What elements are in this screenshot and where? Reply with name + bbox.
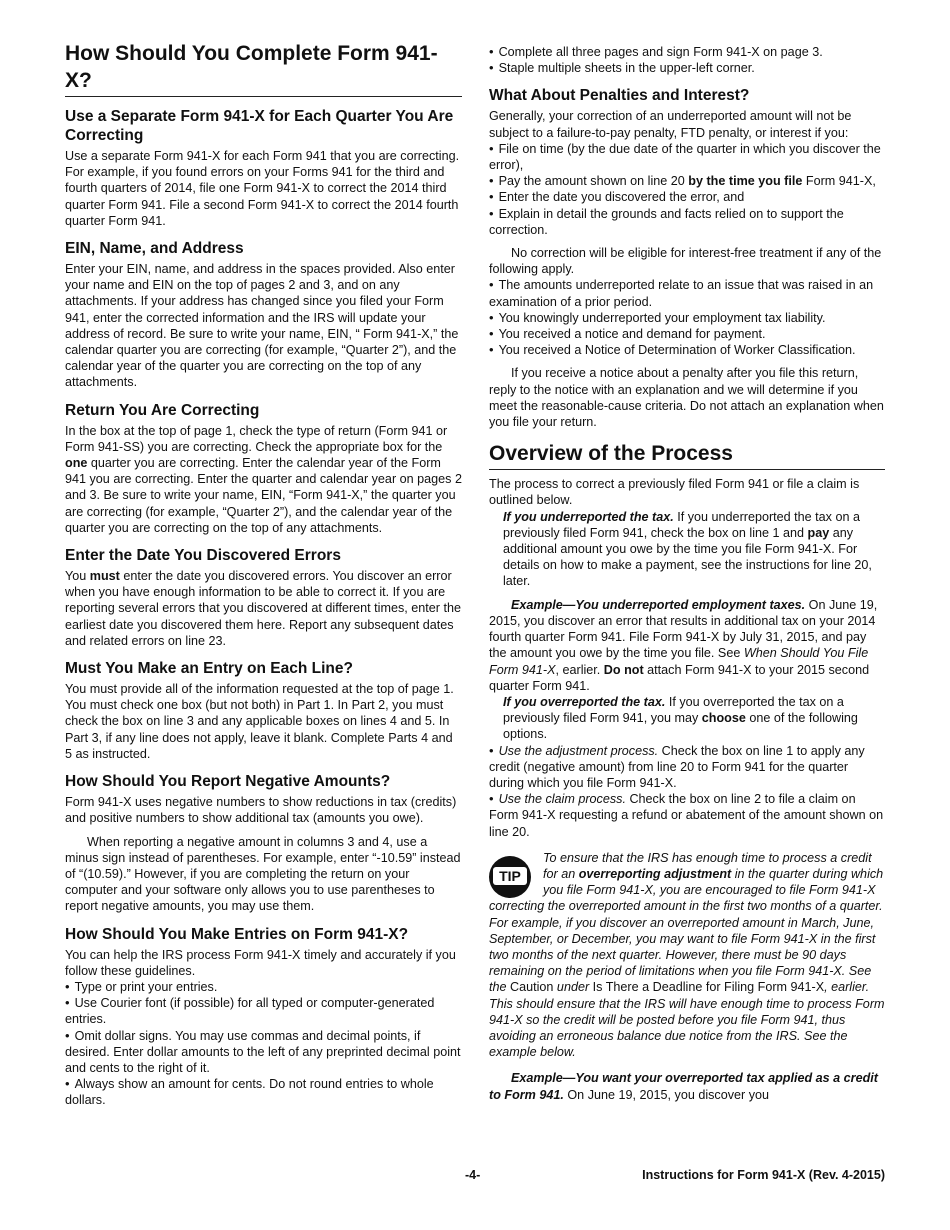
left-column	[65, 40, 462, 1109]
list-item: • You received a Notice of Determination of Worker Classification.	[489, 342, 885, 358]
list-item: • You knowingly underreported your employment tax liability.	[489, 310, 885, 326]
list-item: • Use the adjustment process. Check the box on line 1 to apply any credit (negative amount) from line 20 to Form 941 for the quarter during which you file Form 941-X.	[489, 743, 885, 792]
example-underreported: Example—You underreported employment taxes. On June 19, 2015, you discover an error that results in additional tax on your 2014 fourth quarter Form 941. File Form 941-X by July 31, 2015, and pay the amount you owe by the time you file. See When Should You File Form 941-X, earlier. Do not attach Form 941-X to your 2015 second quarter Form 941.	[489, 597, 878, 693]
list-item: • The amounts underreported relate to an issue that was raised in an examination of a prior period.	[489, 277, 885, 309]
list-item: • Complete all three pages and sign Form 941-X on page 3.	[489, 44, 885, 60]
page-number: -4-	[465, 1168, 481, 1182]
date-discovered-text: You must enter the date you discovered errors. You discover an error when you have enough information to be able to correct it. If you are reporting several errors that you discovered at different times, enter the earliest date you discovered them here. Report any subsequent dates and related errors on line 23.	[65, 569, 461, 648]
negative-amounts-text-2: When reporting a negative amount in columns 3 and 4, use a minus sign instead of parentheses. For example, enter “-10.59” instead of “(10.59).” However, if you are completing the return on your computer and your software only allows you to use parentheses to report negative amounts, you may use them.	[65, 834, 461, 914]
list-item: • Omit dollar signs. You may use commas and decimal points, if desired. Enter dollar amounts to the left of any preprinted decimal point and cents to the right of it.	[65, 1028, 462, 1077]
return-correcting-text: In the box at the top of page 1, check the type of return (Form 941 or Form 941-SS) you are correcting. Check the appropriate box for the one quarter you are correcting. Enter the calendar year of the Form 941 you are correcting. Enter the quarter and calendar year on pages 2 and 3. Be sure to write your name, EIN, “Form 941-X,” the quarter you are correcting (for example, “Quarter 2”), and the calendar year of the quarter you are correcting on the top of any attachments.	[65, 423, 462, 535]
list-item: • File on time (by the due date of the quarter in which you discover the error),	[489, 141, 885, 173]
list-item: • Use the claim process. Check the box on line 2 to file a claim on Form 941-X requesting a refund or abatement of the amount shown on line 20.	[489, 791, 885, 840]
penalties-intro: Generally, your correction of an underreported amount will not be subject to a failure-to-pay penalty, FTD penalty, or interest if you:	[489, 109, 852, 140]
heading-make-entries: How Should You Make Entries on Form 941-X?	[65, 925, 409, 943]
negative-amounts-text: Form 941-X uses negative numbers to show reductions in tax (credits) and positive numbers to show additional tax (amounts you owe).	[65, 795, 457, 826]
overview-intro: The process to correct a previously filed Form 941 or file a claim is outlined below.	[489, 477, 860, 508]
heading-entry-each-line: Must You Make an Entry on Each Line?	[65, 660, 353, 678]
overview-title: Overview of the Process	[489, 440, 885, 470]
heading-negative-amounts: How Should You Report Negative Amounts?	[65, 773, 391, 791]
list-item: • You received a notice and demand for payment.	[489, 326, 885, 342]
list-item: • Explain in detail the grounds and facts relied on to support the correction.	[489, 206, 885, 238]
heading-ein: EIN, Name, and Address	[65, 240, 244, 258]
penalties-no-correction: No correction will be eligible for interest-free treatment if any of the following apply.	[489, 246, 882, 277]
underreported-text: If you underreported the tax. If you underreported the tax on a previously filed Form 941, check the box on line 1 and pay any additional amount you owe by the time you file Form 941-X. For details on how to make a payment, see the instructions for line 20, later.	[503, 509, 872, 589]
ein-text: Enter your EIN, name, and address in the spaces provided. Also enter your name and EIN on the top of pages 2 and 3, and on any attachments. If your address has changed since you filed your Form 941, enter the corrected information and the IRS will update your address of record. Be sure to write your name, EIN, “ Form 941-X,” the calendar quarter you are correcting (for example, “Quarter 2”), and the calendar year of the quarter you are correcting on the top of any attachments.	[65, 262, 459, 390]
list-item: • Enter the date you discovered the error, and	[489, 189, 885, 205]
list-item: • Staple multiple sheets in the upper-left corner.	[489, 60, 885, 76]
footer-title: Instructions for Form 941-X (Rev. 4-2015)	[642, 1168, 885, 1182]
heading-date-discovered: Enter the Date You Discovered Errors	[65, 547, 341, 565]
list-item: • Always show an amount for cents. Do not round entries to whole dollars.	[65, 1076, 462, 1108]
example-overreported: Example—You want your overreported tax applied as a credit to Form 941. On June 19, 2015, you discover you	[489, 1071, 878, 1102]
heading-penalties: What About Penalties and Interest?	[489, 87, 750, 105]
entry-each-line-text: You must provide all of the information requested at the top of page 1. You must check one box (but not both) in Part 1. In Part 2, you must check the box on line 3 and any applicable boxes on lines 4 and 5. In Part 3, if any line does not apply, leave it blank. Complete Parts 4 and 5 as instructed.	[65, 682, 454, 761]
overreported-text: If you overreported the tax. If you overreported the tax on a previously filed Form 941, you may choose one of the following options.	[503, 694, 858, 742]
make-entries-text: You can help the IRS process Form 941-X timely and accurately if you follow these guidelines.	[65, 947, 456, 978]
heading-return-correcting: Return You Are Correcting	[65, 401, 260, 419]
list-item: • Type or print your entries.	[65, 979, 462, 995]
separate-form-text: Use a separate Form 941-X for each Form 941 that you are correcting. For example, if you found errors on your Forms 941 for the third and fourth quarters of 2014, file one Form 941-X to correct the 2014 third quarter Form 941. File a second Form 941-X to correct the 2014 fourth quarter Form 941.	[65, 149, 460, 228]
tip-icon: TIP	[489, 856, 531, 898]
tip-text: To ensure that the IRS has enough time to process a credit for an overreporting adjustment in the quarter during which you file Form 941-X, you are encouraged to file Form 941-X correcting the overreported amount in the first two months of a quarter. For example, if you discover an overreported amount in March, June, September, or December, you may want to file Form 941-X in the first two months of the next quarter. However, there must be 90 days remaining on the period of limitations when you file Form 941-X. See the Caution under Is There a Deadline for Filing Form 941-X, earlier. This should ensure that the IRS will have enough time to process Form 941-X so the credit will be posted before you file Form 941, thus avoiding an erroneous balance due notice from the IRS. See the example below.	[489, 850, 885, 1060]
tip-box	[489, 850, 885, 1061]
heading-separate-form: Use a Separate Form 941-X for Each Quarter You Are Correcting	[65, 108, 454, 144]
penalties-notice: If you receive a notice about a penalty after you file this return, reply to the notice with an explanation and we will determine if you meet the reasonable-cause criteria. Do not attach an explanation when you file your return.	[489, 366, 884, 430]
list-item: • Use Courier font (if possible) for all typed or computer-generated entries.	[65, 995, 462, 1027]
page-title: How Should You Complete Form 941-X?	[65, 40, 462, 97]
right-column	[489, 44, 885, 1103]
list-item: • Pay the amount shown on line 20 by the time you file Form 941-X,	[489, 173, 885, 189]
